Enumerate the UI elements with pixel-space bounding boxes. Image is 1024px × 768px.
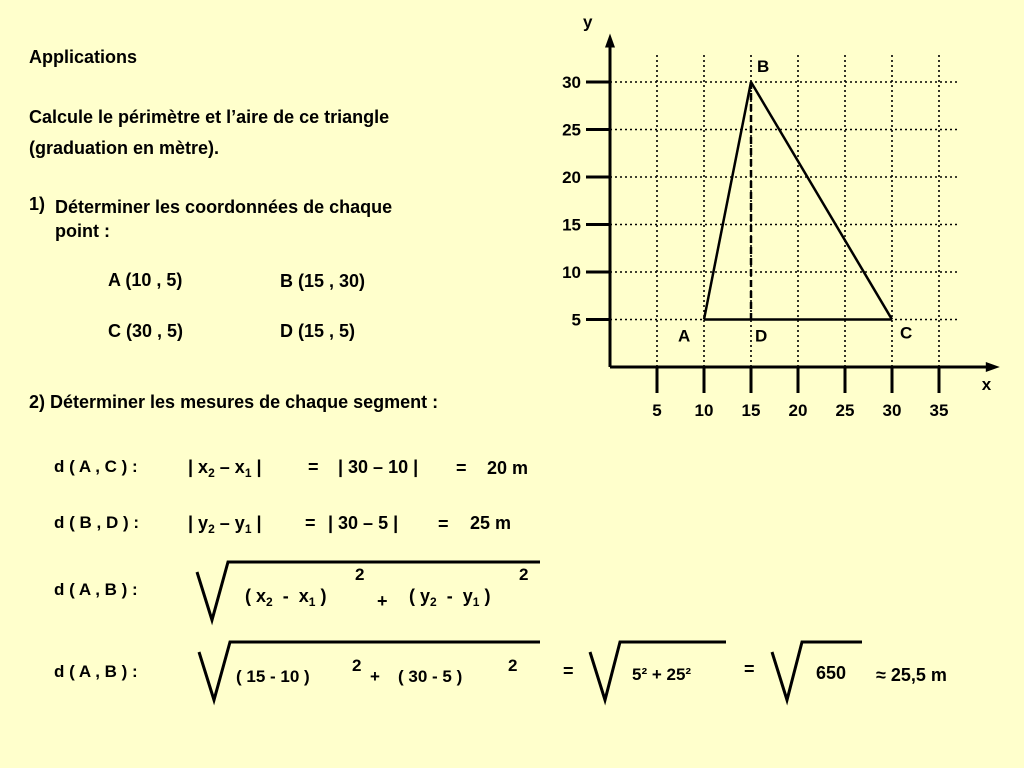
instruction-line-1: Calcule le périmètre et l’aire de ce triangle <box>29 107 390 127</box>
ac-formula: | $x_2 - x_1$ | <box>188 457 262 480</box>
ab-formula-exp-2: 2 <box>519 565 529 584</box>
ab-numeric-term-1: ( 15 - 10 ) <box>236 667 310 686</box>
ab-formula-label: d ( A , B ) : <box>54 580 138 599</box>
point-label-d: D <box>755 326 768 346</box>
ab-numeric-equals-2: = <box>744 659 755 679</box>
segment-ab <box>704 82 751 320</box>
point-label-c: C <box>900 323 913 343</box>
coord-c: C (30 , 5) <box>108 321 184 341</box>
y-tick-label: 15 <box>562 215 581 235</box>
ab-numeric-result: ≈ 25,5 m <box>876 665 947 685</box>
ab-numeric-term-2: ( 30 - 5 ) <box>398 667 463 686</box>
ac-label: d ( A , C ) : <box>54 457 138 476</box>
y-tick-label: 30 <box>562 73 581 92</box>
segment-bc <box>751 82 892 320</box>
ab-formula-term-2: ( $y_2 - y_1$ ) <box>409 586 491 609</box>
ac-substitution: | 30 – 10 | <box>338 457 419 477</box>
step1-text-line-1: Déterminer les coordonnées de chaque <box>55 197 393 217</box>
ab-formula-term-1: ( $x_2 - x_1$ ) <box>245 586 327 609</box>
step2-text: 2) Déterminer les mesures de chaque segment : <box>29 392 439 412</box>
x-tick-label: 25 <box>835 401 855 420</box>
ab-numeric-exp-1: 2 <box>352 656 362 675</box>
coord-a: A (10 , 5) <box>108 270 183 290</box>
x-tick-label: 35 <box>929 401 949 420</box>
y-tick-label: 10 <box>562 263 581 282</box>
ab-formula-exp-1: 2 <box>355 565 365 584</box>
y-tick-label: 25 <box>562 120 581 140</box>
y-tick-label: 20 <box>562 168 581 187</box>
bd-result: 25 m <box>470 513 512 533</box>
y-axis-label: y <box>583 12 593 32</box>
y-tick-label: 5 <box>571 310 581 330</box>
step1-number: 1) <box>29 194 46 214</box>
bd-equals-2: = <box>438 514 449 534</box>
ab-numeric-value: 650 <box>816 663 847 683</box>
bd-equals-1: = <box>305 513 316 533</box>
bd-label: d ( B , D ) : <box>54 513 139 532</box>
x-axis-label: x <box>981 375 992 394</box>
ab-numeric-exp-2: 2 <box>508 656 518 675</box>
ac-result: 20 m <box>487 458 529 478</box>
ab-numeric-plus: + <box>370 667 380 686</box>
x-axis-arrow <box>986 362 1000 372</box>
point-label-b: B <box>757 57 770 76</box>
bd-substitution: | 30 – 5 | <box>328 513 399 533</box>
page-title: Applications <box>29 47 138 67</box>
point-label-a: A <box>678 326 691 346</box>
coord-b: B (15 , 30) <box>280 271 366 291</box>
ac-equals-2: = <box>456 458 467 478</box>
instruction-line-2: (graduation en mètre). <box>29 138 220 158</box>
x-tick-label: 10 <box>694 401 714 420</box>
ab-numeric-equals-1: = <box>563 661 574 681</box>
x-tick-label: 30 <box>882 401 902 420</box>
x-tick-label: 5 <box>652 401 662 420</box>
step1-text-line-2: point : <box>55 221 110 241</box>
ac-equals-1: = <box>308 457 319 477</box>
bd-formula: | $y_2 - y_1$ | <box>188 513 262 536</box>
coord-d: D (15 , 5) <box>280 321 356 341</box>
x-tick-label: 20 <box>788 401 808 420</box>
ab-formula-plus: + <box>377 591 388 611</box>
ab-numeric-label: d ( A , B ) : <box>54 662 138 681</box>
ab-numeric-sum: 5² + 25² <box>632 665 692 684</box>
y-axis-arrow <box>605 34 615 48</box>
x-tick-label: 15 <box>741 401 761 420</box>
